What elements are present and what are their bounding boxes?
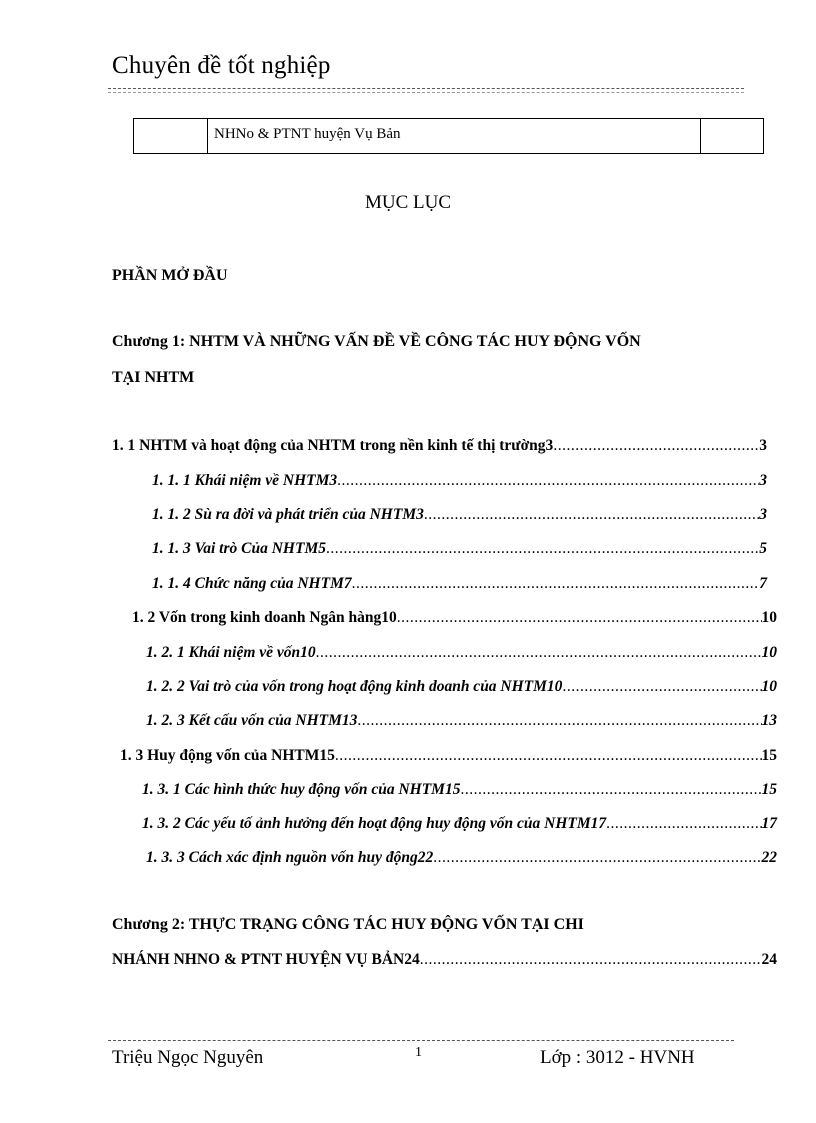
toc-entry-text: 1. 2. 3 Kết cấu vốn của NHTM13: [146, 712, 358, 729]
toc-entry-text: 1. 3. 3 Cách xác định nguồn vốn huy động22: [146, 849, 434, 866]
toc-entry[interactable]: [146, 849, 777, 867]
toc-leader-dots: [337, 472, 759, 490]
toc-leader-dots: [357, 712, 761, 730]
toc-entry[interactable]: [146, 644, 777, 662]
toc-entry-text: 1. 3 Huy động vốn của NHTM15: [120, 747, 335, 764]
toc-entry[interactable]: [142, 781, 777, 799]
chapter-1-title-line-1: Chương 1: NHTM VÀ NHỮNG VẤN ĐỀ VỀ CÔNG TÁC HUY ĐỘNG VỐN: [112, 333, 641, 350]
toc-intro-heading: PHẦN MỞ ĐẦU: [112, 267, 228, 284]
header-table-cell-1: [134, 119, 208, 153]
toc-leader-dots: [553, 437, 759, 455]
footer-page-number: 1: [415, 1045, 422, 1060]
header-divider-secondary: [108, 92, 744, 93]
toc-entry-page: 13: [761, 712, 777, 729]
toc-leader-dots: [352, 575, 760, 593]
toc-entry-chapter-2[interactable]: [112, 951, 777, 969]
toc-leader-dots: [433, 849, 761, 867]
toc-entry-page: 7: [759, 575, 767, 592]
toc-leader-dots: [460, 781, 761, 799]
footer-class-info: Lớp : 3012 - HVNH: [540, 1047, 695, 1068]
toc-entry-page: 10: [761, 644, 777, 661]
toc-leader-dots: [397, 609, 762, 627]
toc-entry[interactable]: [112, 437, 767, 455]
toc-entry[interactable]: [120, 747, 777, 765]
toc-leader-dots: [424, 506, 759, 524]
toc-entry-page: 17: [761, 815, 777, 832]
header-table-cell-3: [701, 119, 763, 153]
toc-entry[interactable]: [146, 678, 777, 696]
toc-entry-page: 5: [759, 540, 767, 557]
toc-heading: MỤC LỤC: [364, 192, 452, 213]
toc-entry-page: 24: [761, 951, 777, 968]
toc-entry-text: 1. 2 Vốn trong kinh doanh Ngân hàng10: [132, 609, 397, 626]
chapter-1-title-line-2: TẠI NHTM: [112, 369, 195, 386]
footer-author: Triệu Ngọc Nguyên: [112, 1047, 264, 1068]
toc-entry-text: 1. 1 NHTM và hoạt động của NHTM trong nền kinh tế thị trường3: [112, 437, 554, 454]
toc-leader-dots: [562, 678, 761, 696]
toc-entry[interactable]: [152, 540, 767, 558]
header-info-table: [133, 118, 764, 154]
toc-entry-text: 1. 1. 4 Chức năng của NHTM7: [152, 575, 352, 592]
header-divider: [108, 88, 744, 89]
toc-leader-dots: [316, 644, 762, 662]
chapter-2-title-line-2: NHÁNH NHNO & PTNT HUYỆN VỤ BẢN24: [112, 951, 420, 968]
toc-leader-dots: [420, 951, 762, 969]
toc-entry[interactable]: [152, 506, 767, 524]
document-header-title: Chuyên đề tốt nghiệp: [112, 52, 331, 79]
toc-entry-text: 1. 1. 2 Sù ra đời và phát triển của NHTM3: [152, 506, 424, 523]
toc-entry-page: 3: [759, 437, 767, 454]
toc-entry-text: 1. 1. 1 Khái niệm về NHTM3: [152, 472, 338, 489]
toc-entry-page: 15: [761, 747, 777, 764]
toc-entry-page: 15: [761, 781, 777, 798]
toc-leader-dots: [606, 815, 761, 833]
toc-entry-page: 10: [761, 609, 777, 626]
toc-entry-text: 1. 3. 2 Các yếu tố ảnh hưởng đến hoạt động huy động vốn của NHTM17: [142, 815, 607, 832]
toc-entry[interactable]: [152, 472, 767, 490]
chapter-2-title-line-1: Chương 2: THỰC TRẠNG CÔNG TÁC HUY ĐỘNG VỐN TẠI CHI: [112, 916, 584, 933]
toc-entry[interactable]: [146, 712, 777, 730]
toc-entry-page: 10: [761, 678, 777, 695]
toc-entry-page: 22: [761, 849, 777, 866]
toc-entry-text: 1. 3. 1 Các hình thức huy động vốn của NHTM15: [142, 781, 461, 798]
toc-entry-page: 3: [759, 506, 767, 523]
footer-divider: [108, 1040, 734, 1041]
toc-entry[interactable]: [142, 815, 777, 833]
toc-entry-text: 1. 2. 2 Vai trò của vốn trong hoạt động kinh doanh của NHTM10: [146, 678, 563, 695]
toc-leader-dots: [335, 747, 762, 765]
header-table-cell-2: NHNo & PTNT huyện Vụ Bản: [208, 119, 701, 153]
toc-entry[interactable]: [132, 609, 777, 627]
toc-entry-text: 1. 2. 1 Khái niệm về vốn10: [146, 644, 316, 661]
toc-entry[interactable]: [152, 575, 767, 593]
toc-entry-text: 1. 1. 3 Vai trò Của NHTM5: [152, 540, 326, 557]
toc-leader-dots: [326, 540, 759, 558]
toc-entry-page: 3: [759, 472, 767, 489]
